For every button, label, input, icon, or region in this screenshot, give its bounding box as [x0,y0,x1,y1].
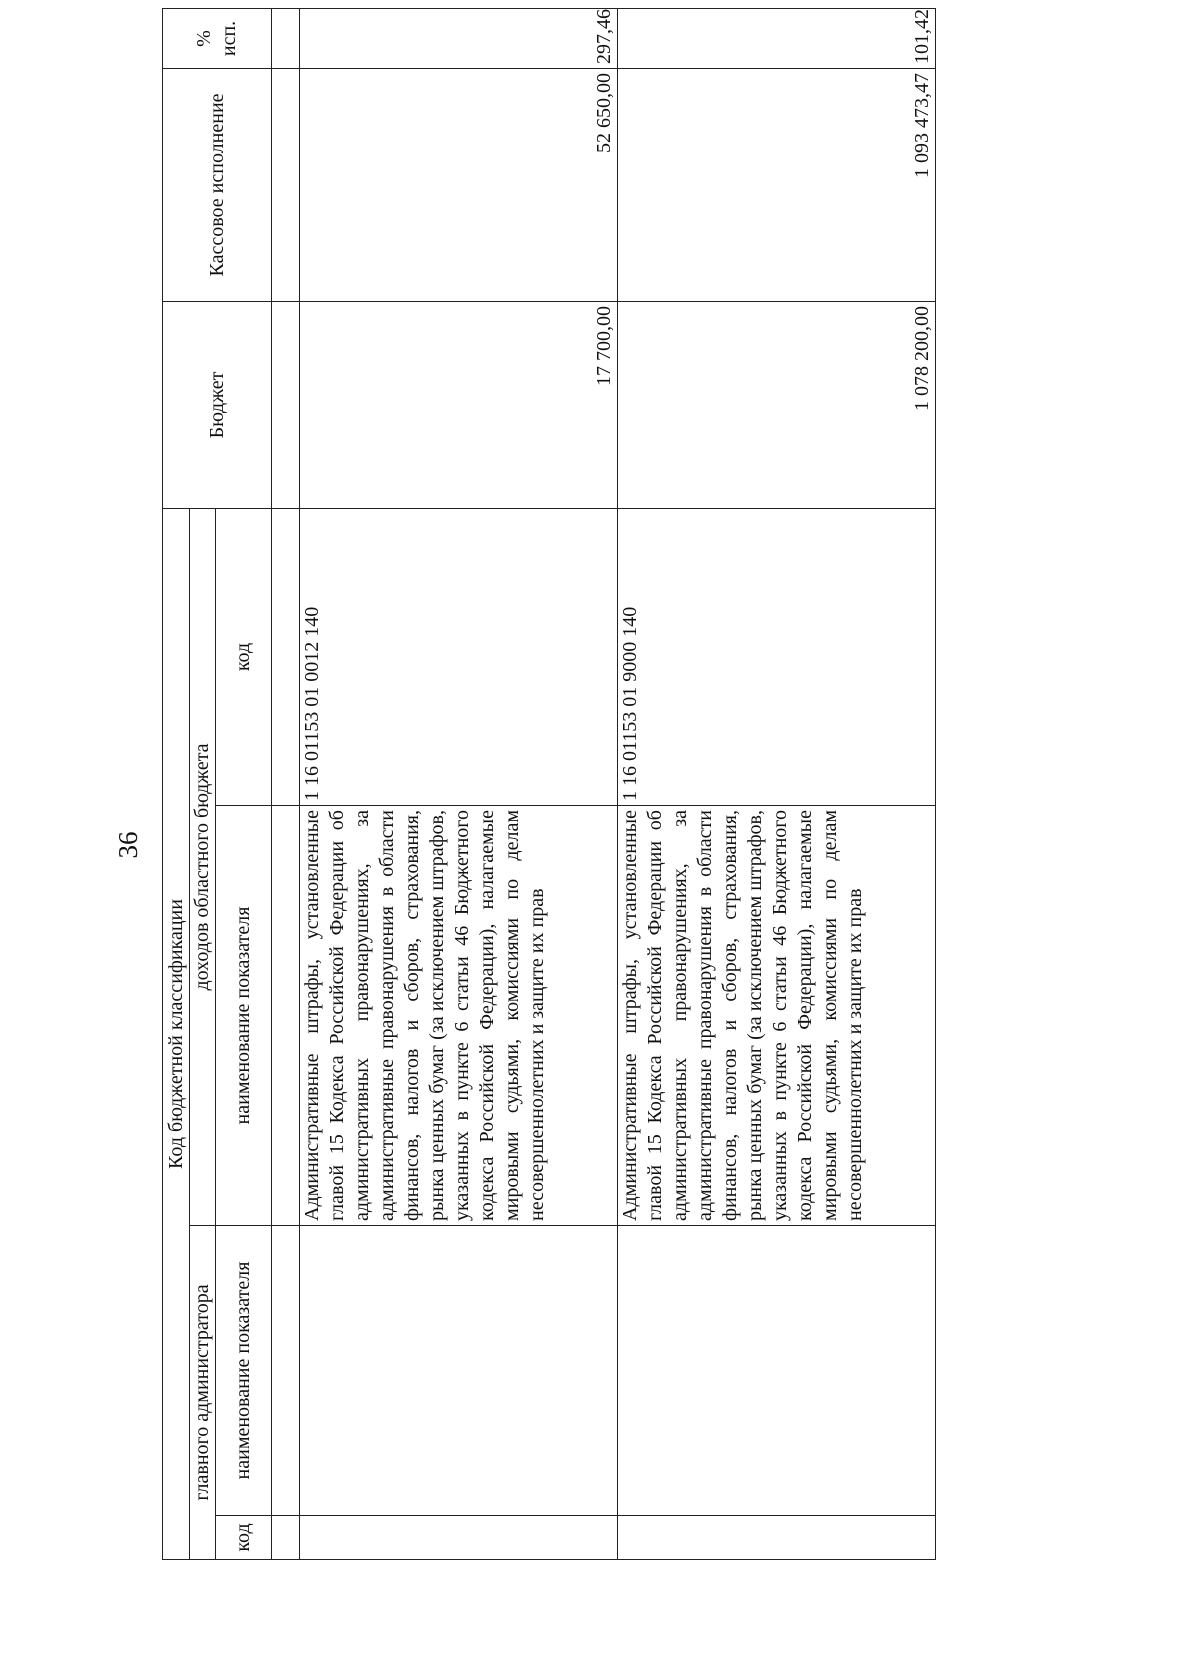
row-admin-name [300,1226,618,1516]
header-income-group: доходов областного бюджета [190,508,216,1225]
header-budget: Бюджет [163,301,272,508]
table-row [618,8,936,1559]
row-admin-code [300,1516,618,1560]
row-admin-code [618,1516,936,1560]
row-cash-execution: 1 093 473,47 [618,68,936,301]
row-indicator-name: Административные штрафы, установленные главой 15 Кодекса Российской Федерации об административных правонарушениях, за административные правонарушения в области финансов, налогов и сборов, страхования, рынка ценных бумаг (за исключением штрафов, указанных в пункте 6 статьи 46 Бюджетного кодекса Российской Федерации), налагаемые мировыми судьями, комиссиями по делам несовершеннолетних и защите их прав [300,806,618,1226]
table-row [300,8,618,1559]
header-income-code: код [216,508,272,805]
row-budget: 17 700,00 [300,301,618,508]
row-cash-execution: 52 650,00 [300,68,618,301]
rotated-table-wrapper [162,8,934,1560]
header-percent: % исп. [163,8,272,68]
row-indicator-name: Административные штрафы, установленные главой 15 Кодекса Российской Федерации об административных правонарушениях, за административные правонарушения в области финансов, налогов и сборов, страхования, рынка ценных бумаг (за исключением штрафов, указанных в пункте 6 статьи 46 Бюджетного кодекса Российской Федерации), налагаемые мировыми судьями, комиссиями по делам несовершеннолетних и защите их прав [618,806,936,1226]
row-budget: 1 078 200,00 [618,301,936,508]
header-admin-name: наименование показателя [216,1226,272,1516]
header-cash-execution: Кассовое исполнение [163,68,272,301]
row-income-code: 1 16 01153 01 0012 140 [300,508,618,805]
header-admin-code: код [216,1516,272,1560]
row-percent: 297,46 [300,8,618,68]
header-kbk: Код бюджетной классификации [163,508,190,1559]
budget-execution-table [162,8,936,1560]
row-percent: 101,42 [618,8,936,68]
row-admin-name [618,1226,936,1516]
header-income-name: наименование показателя [216,806,272,1226]
header-admin-group: главного администратора [190,1226,216,1560]
row-income-code: 1 16 01153 01 9000 140 [618,508,936,805]
table-spacer-row [272,8,300,1559]
page-number: 36 [113,831,143,859]
